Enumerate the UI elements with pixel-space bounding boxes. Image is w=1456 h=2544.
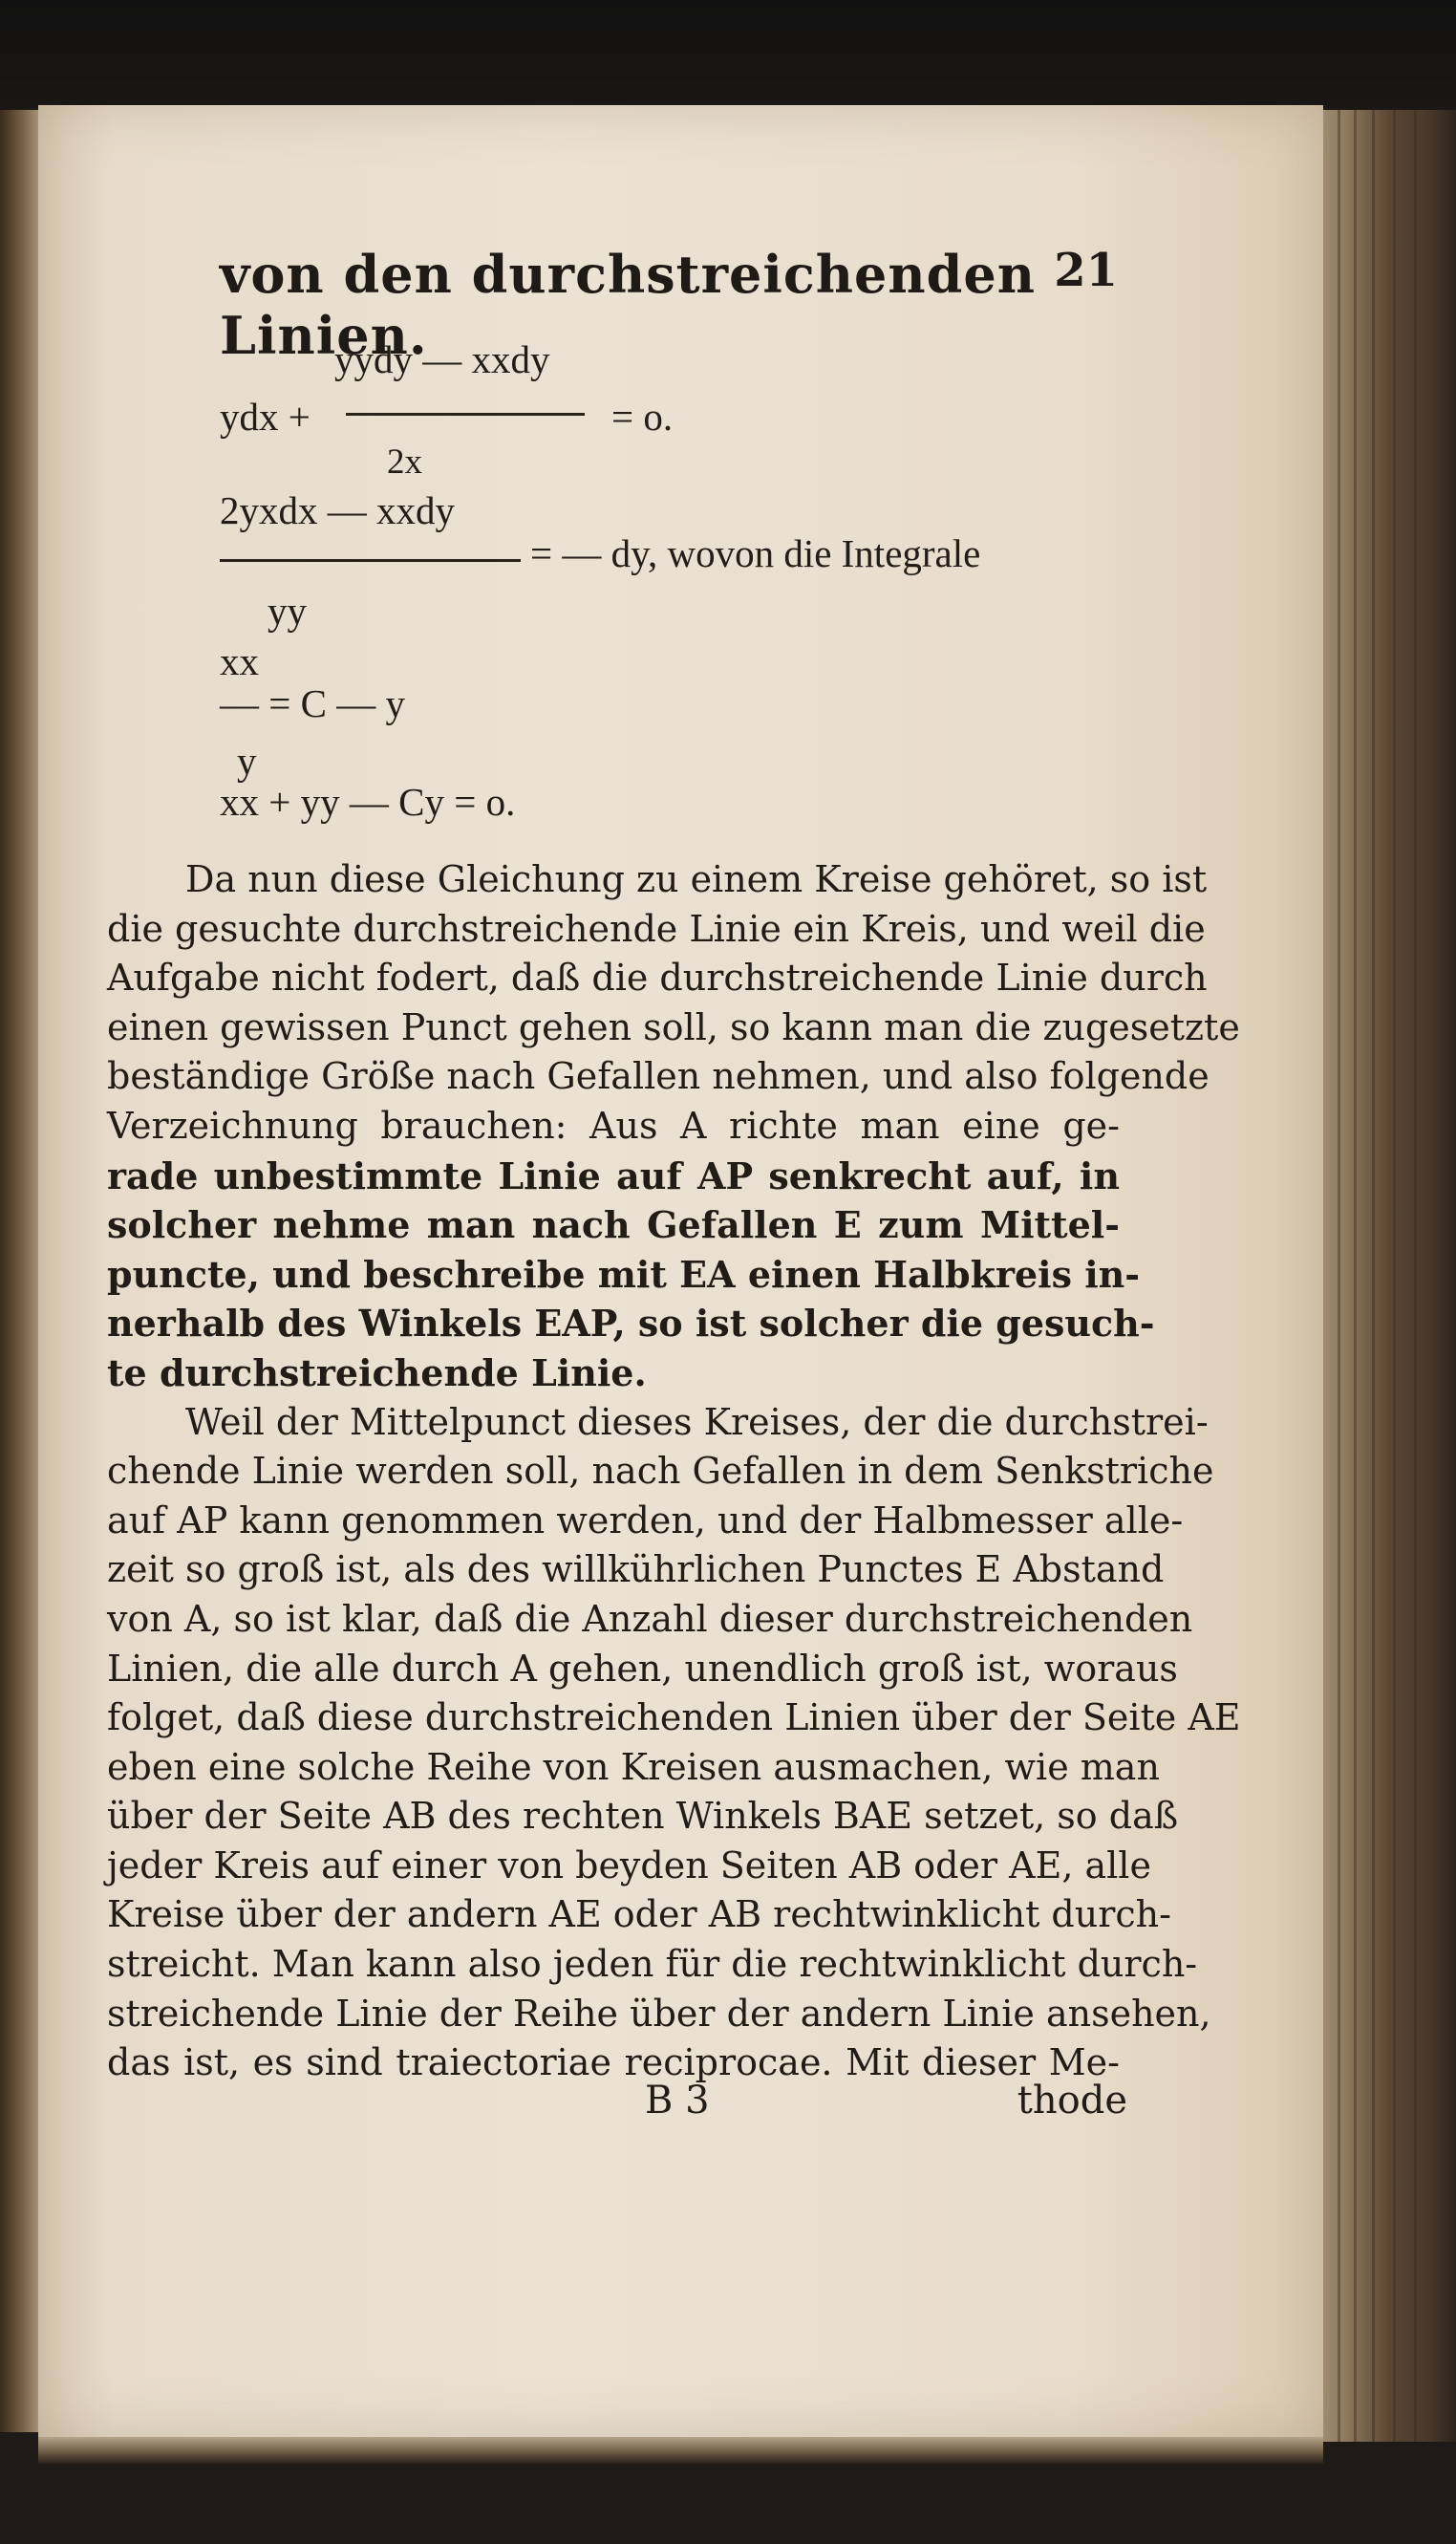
page-footer	[645, 2079, 1127, 2136]
eq3-right: — = C — y	[220, 681, 405, 725]
catchword: thode	[1017, 2079, 1127, 2123]
text-line: chende Linie werden soll, nach Gefallen in dem Senkstriche	[107, 1450, 1214, 1493]
text-line: über der Seite AB des rechten Winkels BAE setzet, so daß	[107, 1795, 1179, 1838]
paragraph-1	[107, 855, 1240, 1398]
text-line: von A, so ist klar, daß die Anzahl dieser durchstreichenden	[107, 1597, 1193, 1640]
signature-mark: B 3	[645, 2079, 710, 2123]
text-line: Linien, die alle durch A gehen, unendlich groß ist, woraus	[107, 1647, 1178, 1690]
eq3-denominator: y	[237, 739, 257, 783]
text-line: Weil der Mittelpunct dieses Kreises, der die durchstrei-	[185, 1400, 1209, 1443]
eq4: xx + yy — Cy = o.	[220, 780, 516, 824]
text-line: te durchstreichende Linie.	[107, 1350, 647, 1394]
text-line: jeder Kreis auf einer von beyden Seiten AB oder AE, alle	[107, 1843, 1151, 1886]
text-line: das ist, es sind traiectoriae reciprocae. Mit dieser Me-	[107, 2041, 1120, 2084]
eq1-right: = o.	[611, 395, 674, 439]
eq2-numerator: 2yxdx — xxdy	[220, 488, 455, 532]
text-line: zeit so groß ist, als des willkührlichen Punctes E Abstand	[107, 1548, 1165, 1591]
eq2-denominator: yy	[268, 589, 307, 633]
text-line: die gesuchte durchstreichende Linie ein Kreis, und weil die	[107, 907, 1206, 950]
paragraph-2	[107, 1398, 1241, 2088]
body-text	[107, 855, 1241, 2088]
text-line: puncte, und beschreibe mit EA einen Halbkreis in-	[107, 1252, 1141, 1296]
text-line: streicht. Man kann also jeden für die rechtwinklicht durch-	[107, 1943, 1198, 1986]
text-line: Verzeichnung brauchen: Aus A richte man eine ge-	[107, 1104, 1120, 1147]
text-line: folget, daß diese durchstreichenden Linien über der Seite AE	[107, 1696, 1241, 1739]
text-line: beständige Größe nach Gefallen nehmen, und also folgende	[107, 1055, 1210, 1098]
eq1-fraction-bar	[346, 413, 585, 416]
text-line: rade unbestimmte Linie auf AP senkrecht auf, in	[107, 1153, 1120, 1197]
text-line: Da nun diese Gleichung zu einem Kreise gehöret, so ist	[185, 858, 1208, 900]
bottom-page-edge	[38, 2435, 1323, 2464]
text-line: eben eine solche Reihe von Kreisen ausmachen, wie man	[107, 1745, 1160, 1788]
page-number: 21	[1054, 244, 1118, 297]
book-fore-edge	[1309, 110, 1456, 2442]
text-line: Aufgabe nicht fodert, daß die durchstreichende Linie durch	[107, 957, 1208, 1000]
eq2-fraction-bar	[220, 559, 521, 562]
eq2-right: = — dy, wovon die Integrale	[530, 531, 981, 575]
text-line: einen gewissen Punct gehen soll, so kann man die zugesetzte	[107, 1005, 1240, 1048]
text-line: streichende Linie der Reihe über der andern Linie ansehen,	[107, 1992, 1211, 2035]
eq3-numerator: xx	[220, 639, 259, 683]
eq1-left: ydx +	[220, 395, 310, 439]
text-line: nerhalb des Winkels EAP, so ist solcher die gesuch-	[107, 1302, 1155, 1346]
eq1-numerator: yydy — xxdy	[334, 337, 550, 381]
text-line: auf AP kann genommen werden, und der Halbmesser alle-	[107, 1498, 1184, 1541]
eq1-denominator: 2x	[387, 442, 422, 482]
running-head: von den durchstreichenden Linien.	[220, 244, 1037, 366]
text-line: solcher nehme man nach Gefallen E zum Mittel-	[107, 1203, 1120, 1247]
text-line: Kreise über der andern AE oder AB rechtwinklicht durch-	[107, 1893, 1171, 1936]
